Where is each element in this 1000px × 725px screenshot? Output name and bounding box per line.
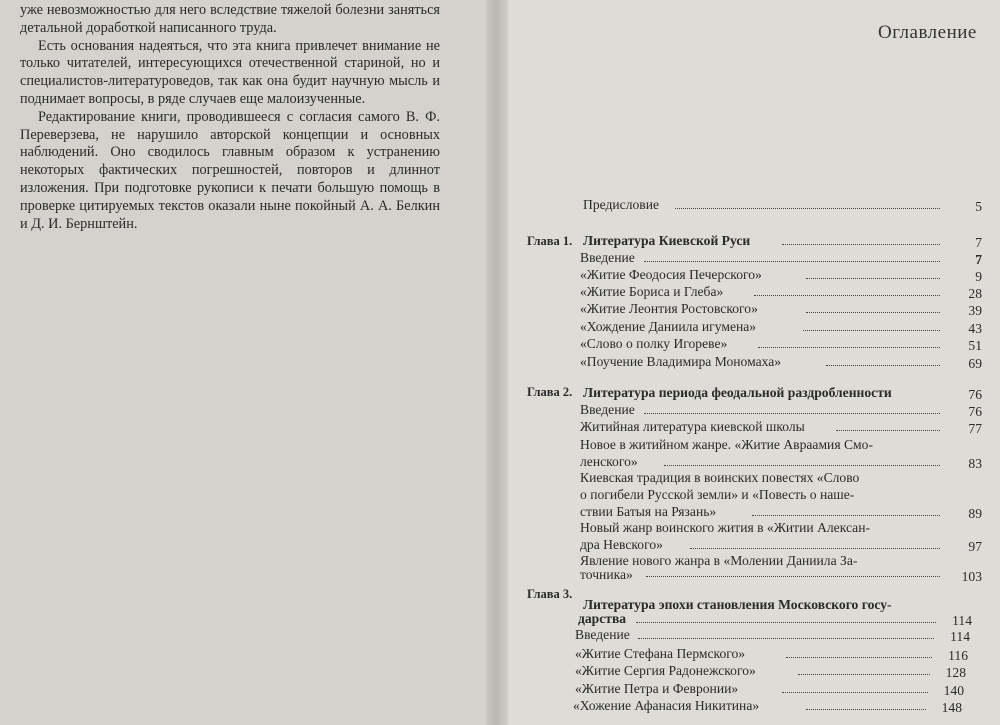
toc-leader — [803, 330, 940, 331]
toc-leader — [636, 622, 936, 623]
toc-leader — [690, 548, 940, 549]
toc-leader — [826, 365, 940, 366]
toc-leader — [806, 278, 940, 279]
toc-leader — [675, 208, 940, 209]
toc-item-page: 89 — [968, 506, 982, 521]
toc-item: «Житие Феодосия Печерского» — [580, 267, 762, 282]
toc-item: Введение — [580, 250, 635, 265]
toc-leader — [638, 638, 934, 639]
toc-leader — [644, 413, 940, 414]
chapter-2-prefix: Глава 2. — [527, 385, 573, 399]
toc-item-page: 43 — [968, 321, 982, 336]
toc-item-line: Киевская традиция в воинских повестях «Слово — [580, 470, 860, 485]
toc-item-page: 116 — [948, 648, 968, 663]
toc-item-page: 76 — [968, 404, 982, 419]
toc-item-page: 148 — [941, 700, 962, 715]
toc-item-line: ствии Батыя на Рязань» — [580, 504, 717, 519]
toc-item-page: 128 — [945, 665, 966, 680]
toc-item-page: 140 — [943, 683, 964, 698]
chapter-3-title-line: дарства — [578, 611, 627, 626]
toc-leader — [646, 576, 940, 577]
toc-item-page: 77 — [968, 421, 982, 436]
toc-leader — [806, 709, 926, 710]
toc-item-page: 114 — [950, 629, 970, 644]
toc-item: «Житие Бориса и Глеба» — [580, 284, 724, 299]
toc-leader — [836, 430, 940, 431]
toc-item-page: 97 — [968, 539, 982, 554]
toc-item: «Житие Леонтия Ростовского» — [580, 301, 758, 316]
toc-item-page: 51 — [968, 338, 982, 353]
toc-item: Введение — [575, 627, 630, 642]
toc-item: Введение — [580, 402, 635, 417]
toc-leader — [644, 261, 940, 262]
toc-item-page: 9 — [975, 269, 982, 284]
toc-item: «Житие Сергия Радонежского» — [575, 663, 756, 678]
toc-item-line: ленского» — [580, 454, 638, 469]
chapter-2-title: Литература периода феодальной раздробленности — [583, 385, 892, 400]
paragraph-2: Есть основания надеяться, что эта книга привлечет внимание не только читателей, интересующихся отечественной стариной, но и специалистов-литературоведов, так как она будит научную мысль и поднимает вопросы, в ряде случаев еще малоизученные. — [20, 37, 440, 107]
chapter-3-prefix: Глава 3. — [527, 587, 573, 601]
toc-item-line: дра Невского» — [580, 537, 663, 552]
toc-item: Житийная литература киевской школы — [580, 419, 805, 434]
toc-leader — [786, 657, 932, 658]
toc-item-line: Новый жанр воинского жития в «Житии Алексан- — [580, 520, 871, 535]
toc-title: Оглавление — [878, 22, 977, 43]
toc-item-line: Новое в житийном жанре. «Житие Авраамия Смо- — [580, 437, 873, 452]
toc-item-line: Явление нового жанра в «Молении Даниила За- — [580, 553, 858, 568]
toc-item-line: о погибели Русской земли» и «Повесть о наше- — [580, 487, 855, 502]
paragraph-1: уже невозможностью для него вследствие тяжелой болезни заняться детальной доработкой написанного труда. — [20, 2, 440, 36]
toc-preface-label: Предисловие — [583, 197, 660, 212]
toc-item-page: 103 — [961, 569, 982, 584]
toc-leader — [754, 295, 940, 296]
toc-leader — [752, 515, 940, 516]
chapter-2-page: 76 — [968, 387, 982, 402]
toc-leader — [806, 312, 940, 313]
toc-leader — [664, 465, 940, 466]
chapter-3-page: 114 — [952, 613, 972, 628]
toc-item: «Житие Стефана Пермского» — [575, 646, 746, 661]
toc-preface-page: 5 — [975, 199, 982, 214]
toc-item: «Слово о полку Игореве» — [580, 336, 728, 351]
toc-item-page: 83 — [968, 456, 982, 471]
chapter-1-prefix: Глава 1. — [527, 234, 573, 248]
toc-item: «Хожение Афанасия Никитина» — [573, 698, 760, 713]
chapter-1-title: Литература Киевской Руси — [583, 233, 751, 248]
toc-item-page: 28 — [968, 286, 982, 301]
toc-leader — [798, 674, 930, 675]
chapter-1-page: 7 — [975, 235, 982, 250]
paragraph-3: Редактирование книги, проводившееся с согласия самого В. Ф. Переверзева, не нарушило авторской концепции и основных наблюдений. Оно сводилось главным образом к устранению некоторых фактических погрешностей, повторов и длиннот изложения. При подготовке рукописи к печати большую помощь в проверке цитируемых текстов оказали ныне покойный А. А. Белкин и Д. И. Бернштейн. — [20, 108, 440, 232]
toc-item: «Поучение Владимира Мономаха» — [580, 354, 782, 369]
toc-leader — [782, 692, 928, 693]
toc-item-page: 7 — [975, 252, 982, 267]
toc-leader — [758, 347, 940, 348]
chapter-3-title-line: Литература эпохи становления Московского госу- — [583, 597, 892, 612]
toc-item-page: 69 — [968, 356, 982, 371]
toc-leader — [782, 244, 940, 245]
toc-item-line: точника» — [580, 567, 633, 582]
toc-item: «Житие Петра и Февронии» — [575, 681, 739, 696]
toc-item-page: 39 — [968, 303, 982, 318]
toc-item: «Хождение Даниила игумена» — [580, 319, 757, 334]
